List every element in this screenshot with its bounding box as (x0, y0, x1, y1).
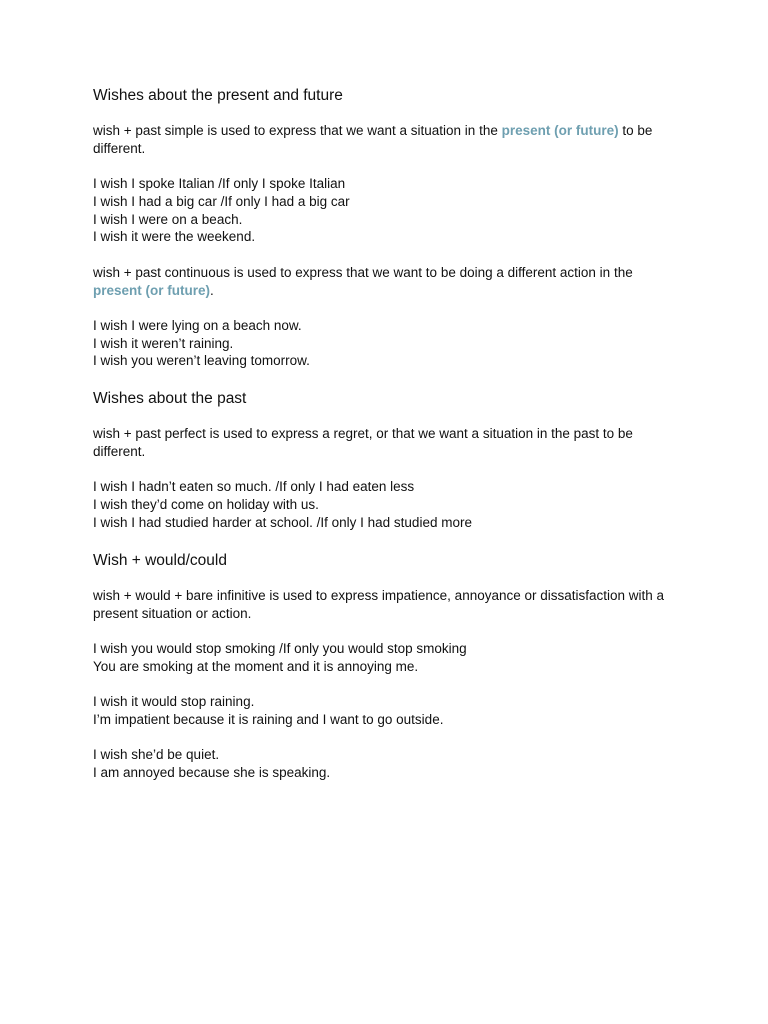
example-explanation: I am annoyed because she is speaking. (93, 764, 331, 780)
highlight-present-future: present (or future) (93, 282, 211, 298)
section-heading-would-could: Wish + would/could (93, 551, 227, 569)
example-sentence: I wish I were lying on a beach now. (93, 317, 302, 333)
example-list-past-continuous (93, 317, 673, 370)
example-sentence: I wish they’d come on holiday with us. (93, 497, 319, 513)
paragraph-would: wish + would + bare infinitive is used to express impatience, annoyance or dissatisfaction with a present situation or action. (93, 587, 665, 621)
paragraph-text: to be different. (93, 123, 653, 156)
example-explanation: You are smoking at the moment and it is annoying me. (93, 658, 419, 674)
example-sentence: I wish I spoke Italian /If only I spoke Italian (93, 176, 346, 192)
example-sentence: I wish she’d be quiet. (93, 747, 220, 763)
example-sentence: I wish I had a big car /If only I had a big car (93, 193, 350, 209)
paragraph-text: wish + past simple is used to express that we want a situation in the (93, 123, 502, 138)
document-body (93, 86, 673, 799)
section-heading-past: Wishes about the past (93, 390, 247, 408)
paragraph-past-simple (93, 122, 673, 158)
example-sentence: I wish I had studied harder at school. /If only I had studied more (93, 514, 472, 530)
example-list-past-perfect (93, 478, 673, 531)
paragraph-past-perfect: wish + past perfect is used to express a regret, or that we want a situation in the past to be different. (93, 426, 633, 460)
example-group (93, 640, 673, 676)
example-sentence: I wish you weren’t leaving tomorrow. (93, 353, 310, 369)
paragraph-text: . (210, 282, 214, 298)
example-sentence: I wish it would stop raining. (93, 693, 255, 709)
example-list-past-simple (93, 175, 673, 246)
paragraph-past-continuous (93, 264, 673, 300)
section-heading-present-future: Wishes about the present and future (93, 87, 343, 104)
example-explanation: I’m impatient because it is raining and I want to go outside. (93, 711, 444, 727)
example-sentence: I wish it were the weekend. (93, 229, 256, 245)
example-group (93, 693, 673, 729)
example-sentence: I wish I were on a beach. (93, 211, 243, 227)
example-sentence: I wish it weren’t raining. (93, 335, 234, 351)
paragraph-text: wish + past continuous is used to express that we want to be doing a different action in the (93, 264, 633, 280)
example-sentence: I wish you would stop smoking /If only you would stop smoking (93, 640, 467, 656)
highlight-present-future: present (or future) (501, 123, 619, 138)
example-group (93, 746, 673, 782)
example-sentence: I wish I hadn’t eaten so much. /If only I had eaten less (93, 479, 415, 495)
